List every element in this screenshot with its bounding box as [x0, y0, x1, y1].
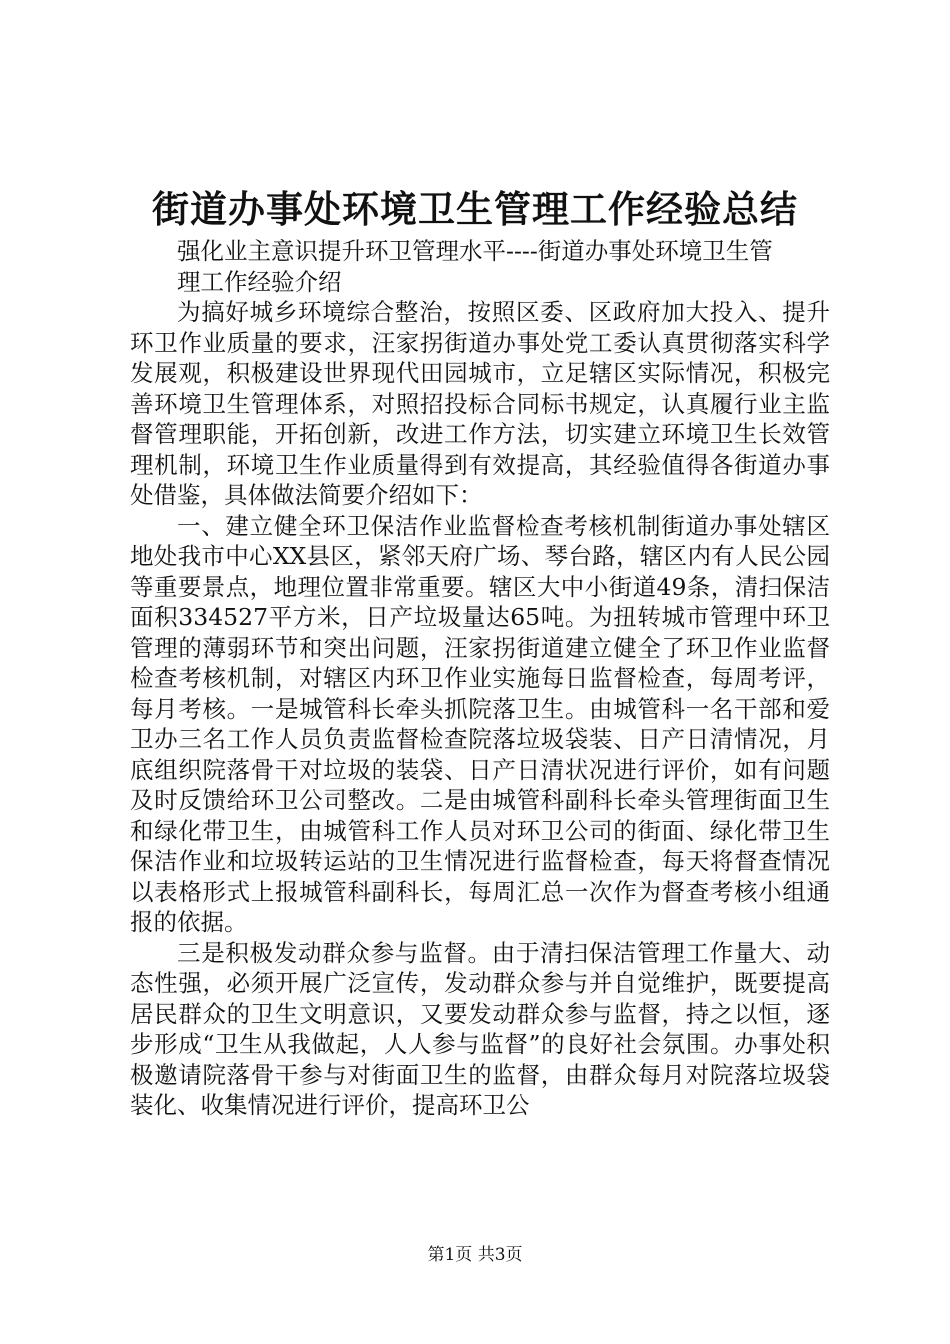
page-footer: 第1页 共3页	[427, 1245, 523, 1265]
paragraph-intro: 为搞好城乡环境综合整治，按照区委、区政府加大投入、提升环卫作业质量的要求，汪家拐街道办事处党工委认真贯彻落实科学发展观，积极建设世界现代田园城市，立足辖区实际情况，积极完善环境卫生管理体系，对照招投标合同标书规定，认真履行业主监督管理职能，开拓创新，改进工作方法，切实建立环境卫生长效管理机制，环境卫生作业质量得到有效提高，其经验值得各街道办事处借鉴，具体做法简要介绍如下：	[130, 298, 830, 509]
subtitle-line-2: 理工作经验介绍	[177, 267, 342, 296]
document-body	[130, 236, 830, 1121]
document-title: 街道办事处环境卫生管理工作经验总结	[152, 187, 798, 231]
paragraph-section-3: 三是积极发动群众参与监督。由于清扫保洁管理工作量大、动态性强，必须开展广泛宣传，发动群众参与并自觉维护，既要提高居民群众的卫生文明意识，又要发动群众参与监督，持之以恒，逐步形成“卫生从我做起，人人参与监督”的良好社会氛围。办事处积极邀请院落骨干参与对街面卫生的监督，由群众每月对院落垃圾袋装化、收集情况进行评价，提高环卫公	[130, 938, 830, 1119]
subtitle-line-1: 强化业主意识提升环卫管理水平----街道办事处环境卫生管	[177, 237, 773, 265]
paragraph-section-1: 一、建立健全环卫保洁作业监督检查考核机制街道办事处辖区地处我市中心XX县区，紧邻天府广场、琴台路，辖区内有人民公园等重要景点，地理位置非常重要。辖区大中小街道49条，清扫保洁面积334527平方米，日产垃圾量达65吨。为扭转城市管理中环卫管理的薄弱环节和突出问题，汪家拐街道建立健全了环卫作业监督检查考核机制，对辖区内环卫作业实施每日监督检查，每周考评，每月考核。一是城管科长牵头抓院落卫生。由城管科一名干部和爱卫办三名工作人员负责监督检查院落垃圾袋装、日产日清情况，月底组织院落骨干对垃圾的装袋、日产日清状况进行评价，如有问题及时反馈给环卫公司整改。二是由城管科副科长牵头管理街面卫生和绿化带卫生，由城管科工作人员对环卫公司的街面、绿化带卫生保洁作业和垃圾转运站的卫生情况进行监督检查，每天将督查情况以表格形式上报城管科副科长，每周汇总一次作为督查考核小组通报的依据。	[130, 511, 830, 936]
